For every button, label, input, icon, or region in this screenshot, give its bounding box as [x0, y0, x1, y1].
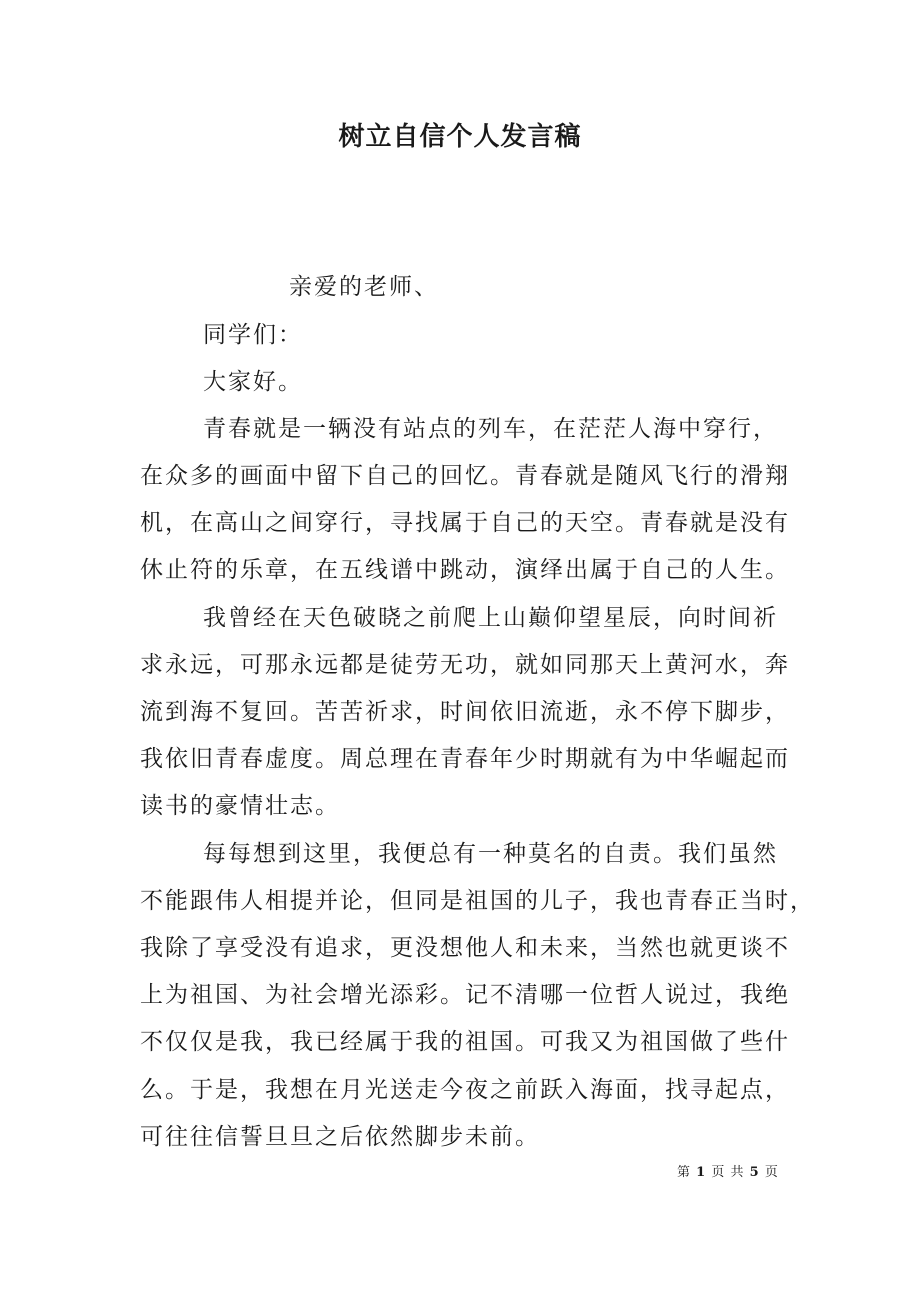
paragraph-line: 在众多的画面中留下自己的回忆。青春就是随风飞行的滑翔 — [140, 463, 790, 489]
paragraph-line: 青春就是一辆没有站点的列车，在茫茫人海中穿行， — [203, 416, 778, 442]
total-page-count: 5 — [749, 1165, 760, 1180]
paragraph-line: 我依旧青春虚度。周总理在青春年少时期就有为中华崛起而 — [140, 746, 790, 772]
footer-prefix: 第 — [677, 1165, 692, 1180]
paragraph-line: 不仅仅是我，我已经属于我的祖国。可我又为祖国做了些什 — [140, 1029, 790, 1055]
paragraph-line: 读书的豪情壮志。 — [140, 793, 340, 819]
page-number-footer — [677, 1163, 779, 1183]
paragraph-line: 不能跟伟人相提并论，但同是祖国的儿子，我也青春正当时， — [140, 888, 815, 914]
footer-middle: 页 共 — [711, 1165, 745, 1180]
document-title: 树立自信个人发言稿 — [338, 122, 582, 152]
salutation-line: 亲爱的老师、 — [289, 274, 439, 300]
paragraph-line: 休止符的乐章，在五线谱中跳动，演绎出属于自己的人生。 — [140, 557, 790, 583]
greeting-line: 大家好。 — [203, 369, 303, 395]
paragraph-line: 机，在高山之间穿行，寻找属于自己的天空。青春就是没有 — [140, 510, 790, 536]
footer-suffix: 页 — [764, 1165, 779, 1180]
paragraph-line: 上为祖国、为社会增光添彩。记不清哪一位哲人说过，我绝 — [140, 982, 790, 1008]
paragraph-line: 我除了享受没有追求，更没想他人和未来，当然也就更谈不 — [140, 935, 790, 961]
paragraph-line: 每每想到这里，我便总有一种莫名的自责。我们虽然 — [203, 841, 778, 867]
salutation-line: 同学们： — [203, 322, 303, 348]
paragraph-line: 么。于是，我想在月光送走今夜之前跃入海面，找寻起点， — [140, 1077, 790, 1103]
paragraph-line: 流到海不复回。苦苦祈求，时间依旧流逝，永不停下脚步， — [140, 699, 790, 725]
current-page-number: 1 — [696, 1165, 707, 1180]
paragraph-line: 我曾经在天色破晓之前爬上山巅仰望星辰，向时间祈 — [203, 605, 778, 631]
paragraph-line: 求永远，可那永远都是徒劳无功，就如同那天上黄河水，奔 — [140, 652, 790, 678]
paragraph-line: 可往往信誓旦旦之后依然脚步未前。 — [140, 1124, 540, 1150]
